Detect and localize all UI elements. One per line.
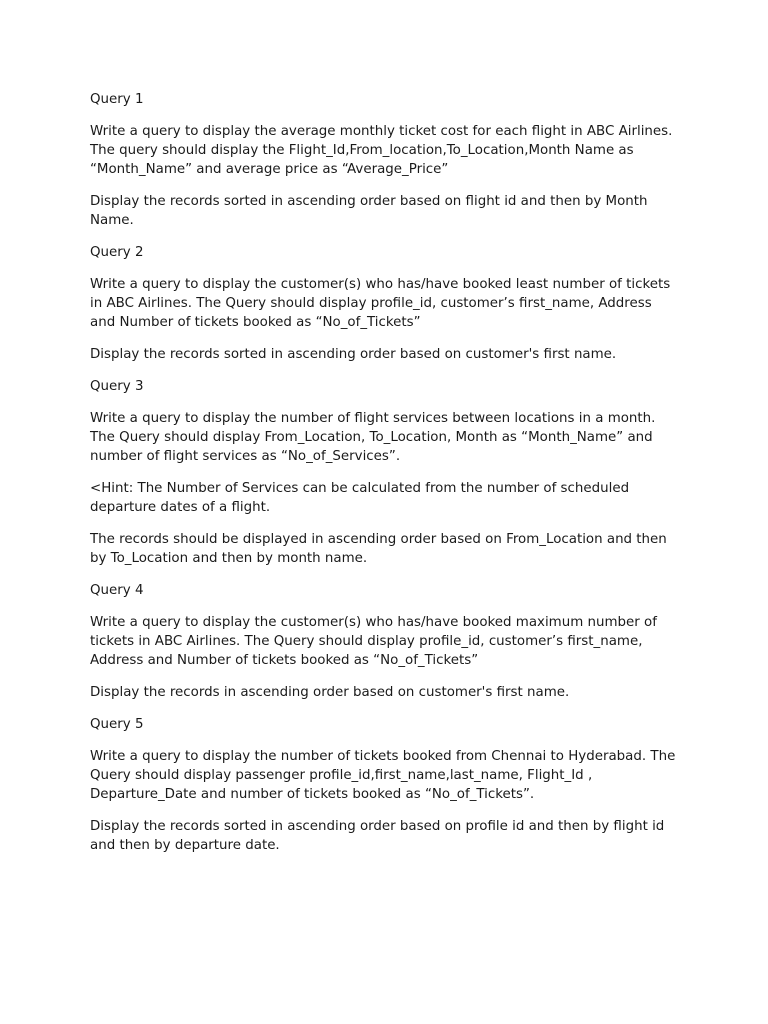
query-3-heading: Query 3 <box>90 379 144 394</box>
query-3-hint: <Hint: The Number of Services can be calculated from the number of scheduled departure dates of a flight. <box>90 481 630 515</box>
query-5-section <box>90 715 680 855</box>
query-4-section <box>90 581 680 702</box>
query-1-sort-instruction: Display the records sorted in ascending order based on flight id and then by Month Name. <box>90 194 648 228</box>
query-1-section <box>90 90 680 230</box>
query-5-sort-instruction: Display the records sorted in ascending order based on profile id and then by flight id and then by departure date. <box>90 819 665 853</box>
query-4-heading: Query 4 <box>90 583 144 598</box>
query-3-section <box>90 377 680 568</box>
query-2-heading: Query 2 <box>90 245 144 260</box>
query-4-description: Write a query to display the customer(s) who has/have booked maximum number of tickets in ABC Airlines. The Query should display profile_id, customer’s first_name, Address and Number of tickets booked as “No_of_Tickets” <box>90 615 657 668</box>
query-1-description: Write a query to display the average monthly ticket cost for each flight in ABC Airlines. The query should display the Flight_Id,From_location,To_Location,Month Name as “Month_Name” and average price as “Average_Price” <box>90 124 673 177</box>
query-2-section <box>90 243 680 364</box>
query-3-description: Write a query to display the number of flight services between locations in a month. The Query should display From_Location, To_Location, Month as “Month_Name” and number of flight services as “No_of_Services”. <box>90 411 656 464</box>
query-5-description: Write a query to display the number of tickets booked from Chennai to Hyderabad. The Query should display passenger profile_id,first_name,last_name, Flight_Id , Departure_Date and number of tickets booked as “No_of_Tickets”. <box>90 749 676 802</box>
query-5-heading: Query 5 <box>90 717 144 732</box>
query-2-description: Write a query to display the customer(s) who has/have booked least number of tickets in ABC Airlines. The Query should display profile_id, customer’s first_name, Address and Number of tickets booked as “No_of_Tickets” <box>90 277 671 330</box>
document-page <box>90 90 680 868</box>
query-1-heading: Query 1 <box>90 92 144 107</box>
query-3-sort-instruction: The records should be displayed in ascending order based on From_Location and then by To_Location and then by month name. <box>90 532 667 566</box>
query-2-sort-instruction: Display the records sorted in ascending order based on customer's first name. <box>90 347 617 362</box>
query-4-sort-instruction: Display the records in ascending order based on customer's first name. <box>90 685 570 700</box>
